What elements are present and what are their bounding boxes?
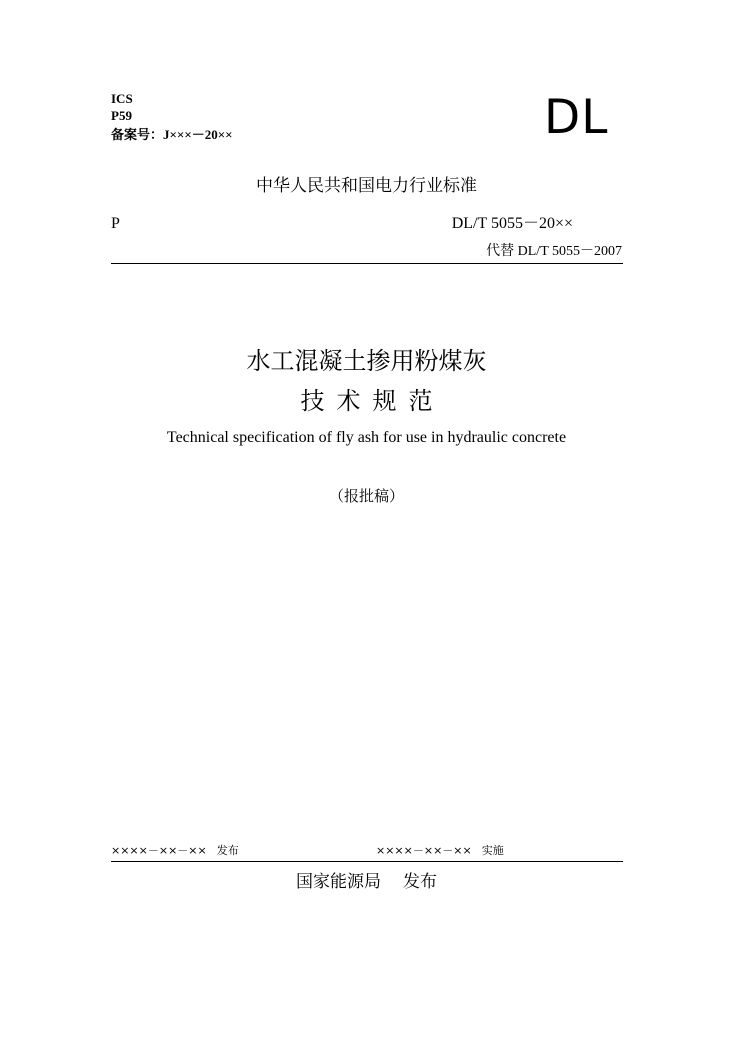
title-english: Technical specification of fly ash for use in hydraulic concrete [166, 429, 567, 446]
filing-number: 备案号：J×××－20×× [111, 127, 233, 142]
publisher-block [0, 871, 733, 893]
standard-number: DL/T 5055－20×× [451, 215, 573, 232]
top-rule [111, 263, 623, 264]
title-chinese-line1: 水工混凝土掺用粉煤灰 [246, 347, 487, 375]
replaces-standard: 代替 DL/T 5055－2007 [486, 244, 622, 259]
publisher-label: 发布 [403, 872, 437, 892]
bottom-rule [111, 861, 623, 862]
ics-label: ICS [111, 91, 133, 106]
publish-label: 发布 [216, 844, 239, 857]
dl-logo: DL [544, 90, 609, 145]
publisher-name: 国家能源局 [296, 872, 381, 892]
effective-label: 实施 [481, 844, 504, 857]
class-number: P59 [111, 108, 132, 123]
issuer-type: 中华人民共和国电力行业标准 [256, 176, 477, 196]
publish-date: ××××－××－×× [111, 844, 207, 857]
effective-date-block [376, 844, 504, 858]
effective-date: ××××－××－×× [376, 844, 472, 857]
draft-status: （报批稿） [328, 487, 404, 505]
class-code: P [111, 215, 120, 232]
publish-date-block [111, 844, 239, 858]
title-chinese-line2: 技术规范 [300, 387, 445, 415]
